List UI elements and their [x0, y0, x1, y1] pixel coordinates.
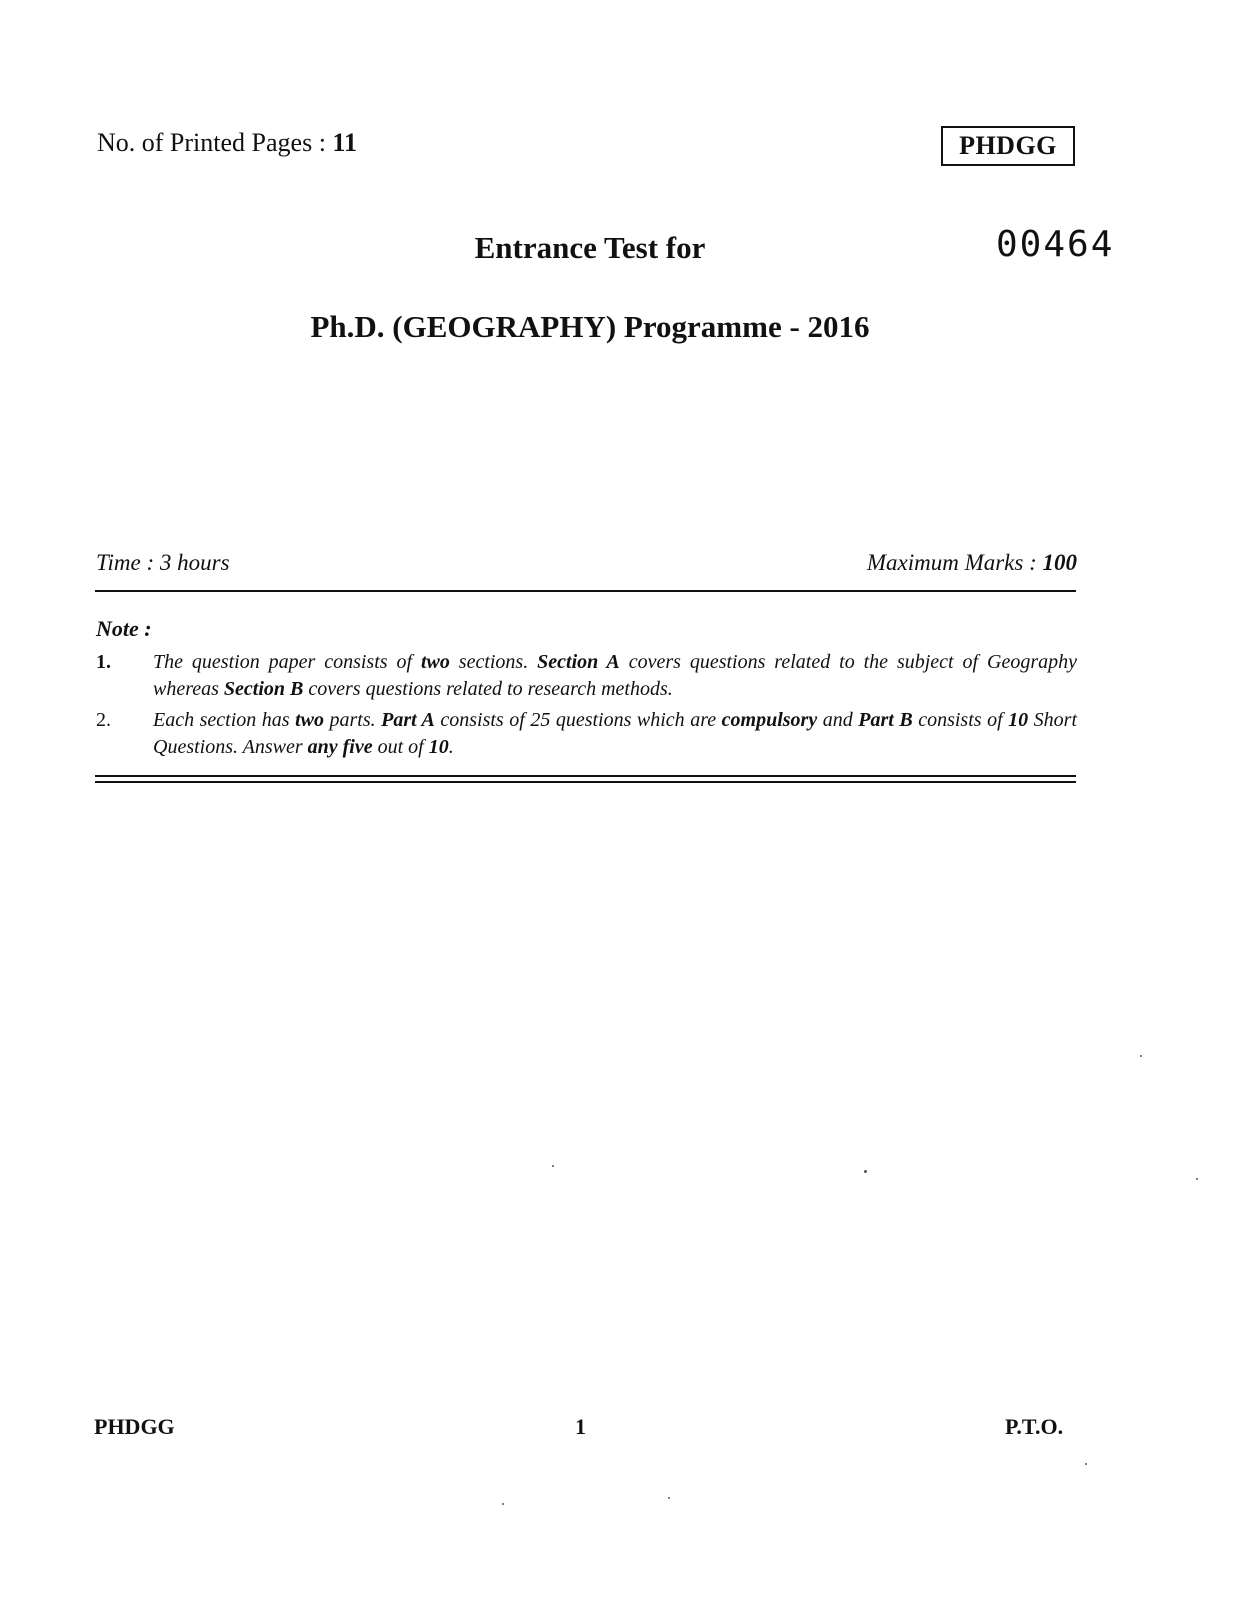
- scan-speck: [668, 1497, 670, 1499]
- bottom-divider-lower: [95, 781, 1076, 783]
- scan-speck: [1085, 1463, 1087, 1465]
- scan-speck: [864, 1170, 867, 1173]
- paper-code-box: PHDGG: [941, 126, 1075, 166]
- note-label: Note :: [96, 616, 152, 641]
- note-item-1: [96, 649, 1077, 703]
- max-marks-value: 100: [1042, 550, 1077, 575]
- printed-pages-label: No. of Printed Pages :: [97, 128, 326, 157]
- title-line-1: Entrance Test for: [474, 230, 706, 265]
- max-marks-label: Maximum Marks :: [866, 550, 1037, 575]
- note-item-2: [96, 707, 1077, 761]
- bottom-divider-upper: [95, 775, 1076, 777]
- footer-paper-code: PHDGG: [94, 1414, 175, 1439]
- printed-pages-count: [97, 128, 357, 158]
- title-line-2: Ph.D. (GEOGRAPHY) Programme - 2016: [310, 309, 870, 344]
- top-divider: [95, 590, 1076, 592]
- note-text: The question paper consists of two sections. Section A covers questions related to the subject of Geography whereas Section B covers questions related to research methods.: [153, 651, 1077, 700]
- scan-speck: [552, 1165, 554, 1167]
- note-number: 1.: [96, 651, 111, 673]
- note-number: 2.: [96, 709, 111, 731]
- note-text: Each section has two parts. Part A consists of 25 questions which are compulsory and Part B consists of 10 Short Questions. Answer any five out of 10.: [153, 709, 1078, 758]
- scan-speck: [1196, 1178, 1198, 1180]
- printed-pages-value: 11: [332, 128, 357, 157]
- footer-page-number: 1: [575, 1414, 586, 1439]
- scan-speck: [502, 1503, 504, 1505]
- scan-speck: [1140, 1055, 1142, 1057]
- serial-number: 00464: [996, 224, 1115, 265]
- maximum-marks: [867, 550, 1077, 576]
- footer-pto: P.T.O.: [1005, 1414, 1064, 1439]
- exam-time: Time : 3 hours: [96, 550, 230, 575]
